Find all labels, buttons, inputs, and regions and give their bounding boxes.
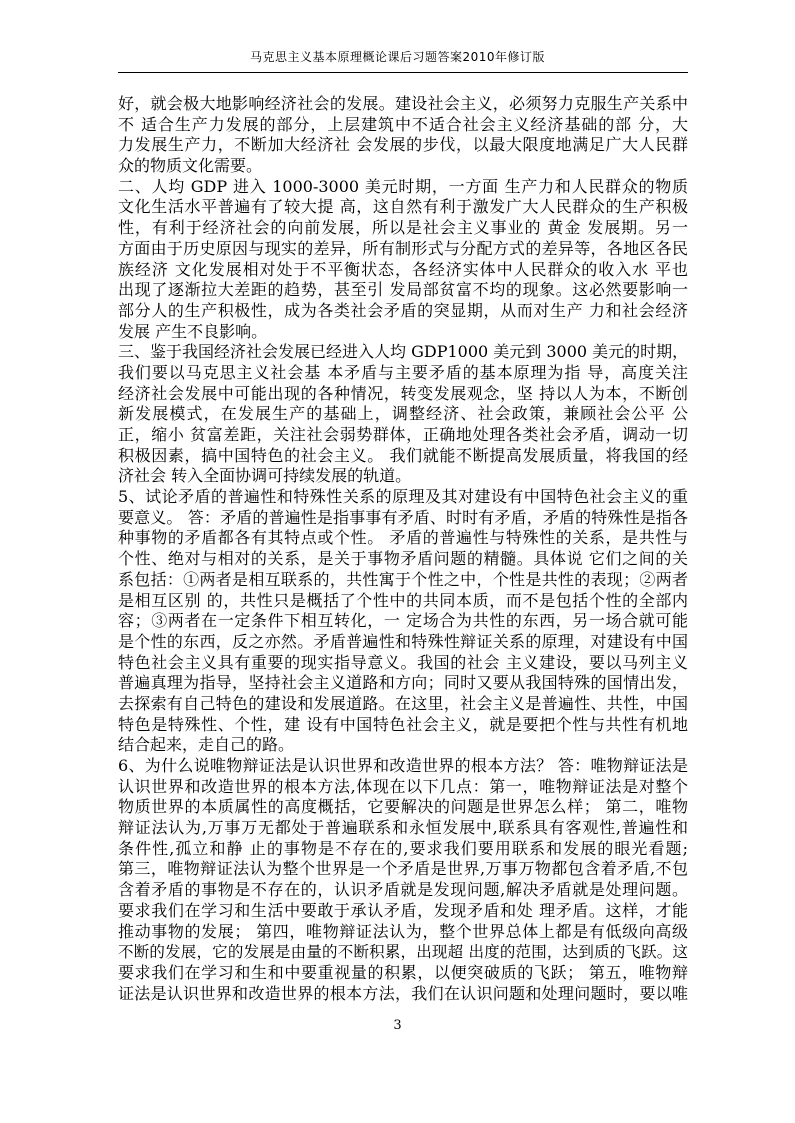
text-line: 族经济 文化发展相对处于不平衡状态，各经济实体中人民群众的收入水 平也 xyxy=(118,259,688,279)
text-line: 我们要以马克思主义社会基 本矛盾与主要矛盾的基本原理为指 导，高度关注 xyxy=(118,362,688,382)
text-line: 积极因素，搞中国特色的社会主义。 我们就能不断提高发展质量，将我国的经 xyxy=(118,445,688,465)
text-line: 是相互区别 的，共性只是概括了个性中的共同本质，而不是包括个性的全部内 xyxy=(118,590,688,610)
text-line: 辩证法认为,万事万无都处于普遍联系和永恒发展中,联系具有客观性,普遍性和 xyxy=(118,818,688,838)
text-line: 6、为什么说唯物辩证法是认识世界和改造世界的根本方法？ 答：唯物辩证法是 xyxy=(118,756,688,775)
document-body xyxy=(118,94,688,1004)
page-header-title: 马克思主义基本原理概论课后习题答案2010年修订版 xyxy=(249,50,546,64)
text-line: 好，就会极大地影响经济社会的发展。建设社会主义，必须努力克服生产关系中 xyxy=(118,94,688,113)
page-number: 3 xyxy=(393,1018,402,1033)
text-line: 是个性的东西，反之亦然。矛盾普遍性和特殊性辩证关系的原理，对建设有中国 xyxy=(118,631,688,651)
text-line: 系包括：①两者是相互联系的，共性寓于个性之中，个性是共性的表现；②两者 xyxy=(118,569,688,589)
text-line: 5、试论矛盾的普遍性和特殊性关系的原理及其对建设有中国特色社会主义的重 xyxy=(118,487,688,507)
header-rule xyxy=(118,72,688,73)
text-line: 方面由于历史原因与现实的差异，所有制形式与分配方式的差异等，各地区各民 xyxy=(118,238,688,258)
text-line: 含着矛盾的事物是不存在的，认识矛盾就是发现问题,解决矛盾就是处理问题。 xyxy=(118,880,688,900)
text-line: 普遍真理为指导，坚持社会主义道路和方向；同时又要从我国特殊的国情出发， xyxy=(118,673,688,693)
text-line: 结合起来，走自己的路。 xyxy=(118,735,295,755)
text-line: 个性、绝对与相对的关系，是关于事物矛盾问题的精髓。具体说 它们之间的关 xyxy=(118,549,688,569)
text-line: 性，有利于经济社会的向前发展，所以是社会主义事业的 黄金 发展期。另一 xyxy=(118,218,688,238)
text-line: 二、人均 GDP 进入 1000-3000 美元时期，一方面 生产力和人民群众的物质 xyxy=(118,176,688,196)
text-line: 特色社会主义具有重要的现实指导意义。我国的社会 主义建设，要以马列主义 xyxy=(118,652,688,672)
text-line: 不 适合生产力发展的部分，上层建筑中不适合社会主义经济基础的部 分，大 xyxy=(118,114,688,134)
text-line: 不断的发展，它的发展是由量的不断积累，出现超 出度的范围，达到质的飞跃。这 xyxy=(118,943,688,962)
text-line: 三、鉴于我国经济社会发展已经进入人均 GDP1000 美元到 3000 美元的时期， xyxy=(118,342,688,362)
text-line: 认识世界和改造世界的根本方法,体现在以下几点：第一，唯物辩证法是对整个 xyxy=(118,776,688,796)
text-line: 力发展生产力，不断加大经济社 会发展的步伐，以最大限度地满足广大人民群 xyxy=(118,135,688,155)
text-line: 要求我们在学习和生和中要重视量的积累，以便突破质的飞跃； 第五，唯物辩 xyxy=(118,962,688,982)
text-line: 种事物的矛盾都各有其特点或个性。 矛盾的普遍性与特殊性的关系，是共性与 xyxy=(118,528,688,548)
text-line: 众的物质文化需要。 xyxy=(118,156,263,176)
text-line: 要意义。 答：矛盾的普遍性是指事事有矛盾、时时有矛盾，矛盾的特殊性是指各 xyxy=(118,507,688,527)
text-line: 去探索有自己特色的建设和发展道路。在这里，社会主义是普遍性、共性，中国 xyxy=(118,693,688,713)
text-line: 推动事物的发展； 第四，唯物辩证法认为，整个世界总体上都是有低级向高级 xyxy=(118,921,688,941)
text-line: 容；③两者在一定条件下相互转化，一 定场合为共性的东西，另一场合就可能 xyxy=(118,611,688,631)
text-line: 第三，唯物辩证法认为整个世界是一个矛盾是世界,万事万物都包含着矛盾,不包 xyxy=(118,859,688,879)
text-line: 新发展模式，在发展生产的基础上，调整经济、社会政策，兼顾社会公平 公 xyxy=(118,404,688,424)
text-line: 正，缩小 贫富差距，关注社会弱势群体，正确地处理各类社会矛盾，调动一切 xyxy=(118,425,688,444)
text-line: 文化生活水平普遍有了较大提 高，这自然有利于激发广大人民群众的生产积极 xyxy=(118,197,688,217)
text-line: 条件性,孤立和静 止的事物是不存在的,要求我们要用联系和发展的眼光看题; xyxy=(118,838,688,858)
text-line: 证法是认识世界和改造世界的根本方法，我们在认识问题和处理问题时，要以唯 xyxy=(118,983,688,1003)
text-line: 发展 产生不良影响。 xyxy=(118,321,268,341)
text-line: 部分人的生产积极性，成为各类社会矛盾的突显期，从而对生产 力和社会经济 xyxy=(118,300,688,320)
text-line: 物质世界的本质属性的高度概括，它要解决的问题是世界怎么样； 第二，唯物 xyxy=(118,797,688,817)
text-line: 特色是特殊性、个性，建 设有中国特色社会主义，就是要把个性与共性有机地 xyxy=(118,714,688,734)
text-line: 要求我们在学习和生活中要敢于承认矛盾，发现矛盾和处 理矛盾。这样，才能 xyxy=(118,900,688,920)
text-line: 经济社会发展中可能出现的各种情况，转变发展观念，坚 持以人为本，不断创 xyxy=(118,383,688,403)
text-line: 济社会 转入全面协调可持续发展的轨道。 xyxy=(118,466,412,486)
text-line: 出现了逐渐拉大差距的趋势，甚至引 发局部贫富不均的现象。这必然要影响一 xyxy=(118,280,688,300)
